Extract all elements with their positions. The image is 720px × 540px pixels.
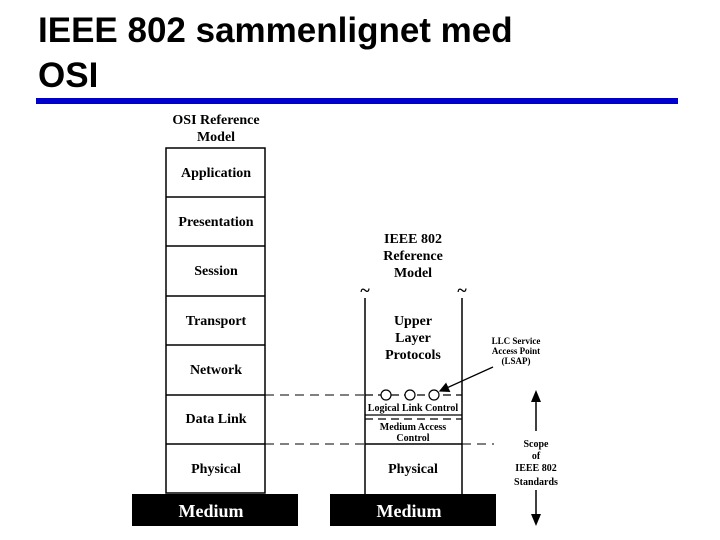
osi-layer-transport: Transport	[185, 314, 247, 329]
osi-layer-data-link: Data Link	[185, 412, 247, 427]
scope-arrowhead-up	[531, 390, 541, 402]
ieee-upper-line2: Layer	[395, 331, 431, 346]
lsap-label-line3: (LSAP)	[501, 356, 531, 366]
ieee-header-line3: Model	[393, 266, 433, 281]
slide-title-line2: OSI	[38, 56, 99, 95]
lsap-label-line2: Access Point	[491, 346, 541, 356]
lsap-label-line1: LLC Service	[491, 336, 541, 346]
ieee-header-line1: IEEE 802	[384, 232, 442, 247]
scope-arrowhead-down	[531, 514, 541, 526]
ieee-upper-line1: Upper	[393, 314, 433, 329]
osi-layer-network: Network	[189, 363, 243, 378]
osi-header-line1: OSI Reference	[172, 113, 260, 128]
ieee-mac-line2: Control	[396, 433, 430, 444]
scope-label-line3: IEEE 802	[515, 463, 557, 474]
lsap-arrow	[440, 367, 493, 391]
osi-layer-application: Application	[180, 166, 252, 181]
osi-layer-session: Session	[194, 264, 238, 279]
ieee-mac-line1: Medium Access	[379, 422, 447, 433]
osi-header-line2: Model	[196, 130, 236, 145]
lsap-circles	[381, 390, 439, 400]
osi-medium-label: Medium	[178, 501, 244, 521]
ieee-break-mark-left: ~	[360, 280, 370, 300]
osi-layer-presentation: Presentation	[178, 215, 254, 230]
scope-label-line1: Scope	[523, 439, 549, 450]
slide-title-line1: IEEE 802 sammenlignet med	[38, 11, 513, 50]
ieee-break-mark-right: ~	[457, 280, 467, 300]
scope-label-line4: Standards	[514, 477, 558, 488]
ieee-header-line2: Reference	[383, 249, 443, 264]
ieee-medium-label: Medium	[376, 501, 442, 521]
ieee-physical-label: Physical	[388, 462, 438, 477]
ieee-llc-label: Logical Link Control	[367, 403, 459, 414]
scope-label-line2: of	[531, 451, 541, 462]
ieee-upper-line3: Protocols	[385, 348, 441, 363]
osi-layer-physical: Physical	[191, 462, 241, 477]
